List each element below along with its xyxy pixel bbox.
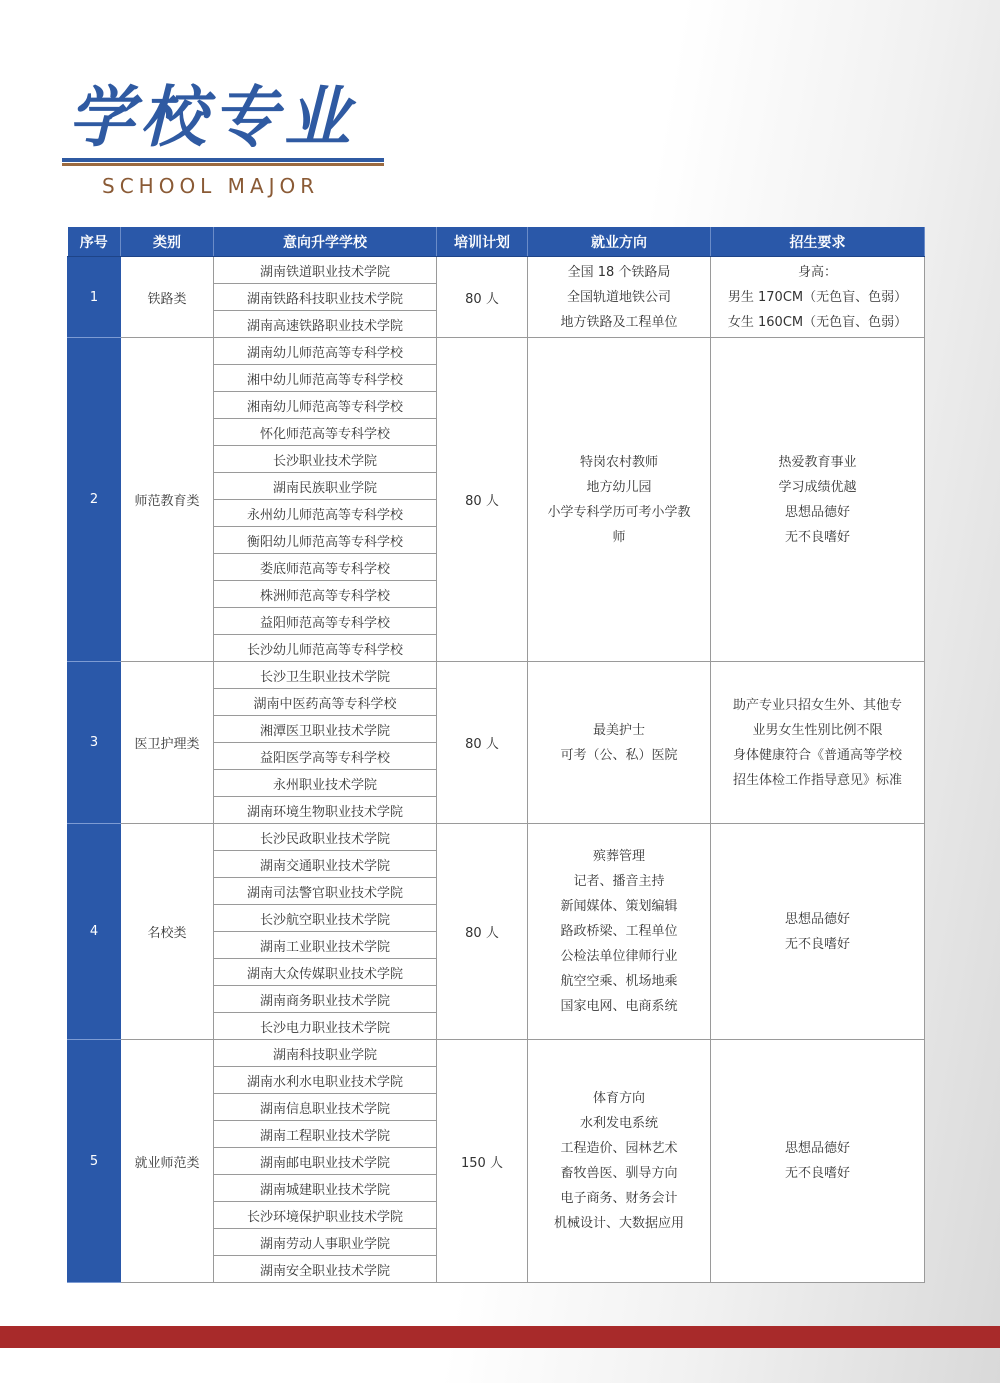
- training-plan: 80 人: [437, 338, 528, 662]
- school-name: 娄底师范高等专科学校: [214, 554, 437, 581]
- admission-requirements-line: 男生 170CM（无色盲、色弱）: [727, 289, 908, 305]
- table-header-row: [68, 227, 925, 257]
- school-name: 湖南环境生物职业技术学院: [214, 797, 437, 824]
- admission-requirements: [711, 662, 925, 824]
- employment-direction-line: 师: [612, 529, 626, 545]
- school-name: 株洲师范高等专科学校: [214, 581, 437, 608]
- school-name: 湖南工业职业技术学院: [214, 932, 437, 959]
- admission-requirements-line: 助产专业只招女生外、其他专: [732, 697, 902, 713]
- school-name: 湖南水利水电职业技术学院: [214, 1067, 437, 1094]
- school-major-table: [67, 227, 925, 1283]
- admission-requirements-line: 无不良嗜好: [784, 1166, 850, 1181]
- row-category: 医卫护理类: [121, 662, 214, 824]
- employment-direction-line: 体育方向: [592, 1091, 645, 1106]
- employment-direction-line: 地方铁路及工程单位: [560, 314, 678, 330]
- school-name: 永州幼儿师范高等专科学校: [214, 500, 437, 527]
- row-seq-number: 5: [68, 1040, 121, 1283]
- employment-direction-line: 最美护士: [592, 722, 645, 738]
- school-name: 益阳医学高等专科学校: [214, 743, 437, 770]
- employment-direction-line: 国家电网、电商系统: [560, 999, 678, 1014]
- row-seq-number: 1: [68, 257, 121, 338]
- school-name: 长沙电力职业技术学院: [214, 1013, 437, 1040]
- school-name: 湖南安全职业技术学院: [214, 1256, 437, 1283]
- school-name: 湘潭医卫职业技术学院: [214, 716, 437, 743]
- admission-requirements-line: 业男女生性别比例不限: [752, 722, 883, 738]
- employment-direction-line: 畜牧兽医、驯导方向: [560, 1166, 678, 1181]
- school-name: 湖南铁道职业技术学院: [214, 257, 437, 284]
- admission-requirements-line: 无不良嗜好: [784, 529, 850, 545]
- admission-requirements-line: 学习成绩优越: [778, 479, 857, 495]
- school-name: 湖南大众传媒职业技术学院: [214, 959, 437, 986]
- row-seq-number: 3: [68, 662, 121, 824]
- employment-direction: [528, 824, 711, 1040]
- school-name: 湖南民族职业学院: [214, 473, 437, 500]
- employment-direction-line: 地方幼儿园: [586, 479, 652, 495]
- column-header-requirements: 招生要求: [711, 227, 925, 257]
- school-name: 湖南幼儿师范高等专科学校: [214, 338, 437, 365]
- school-name: 湖南中医药高等专科学校: [214, 689, 437, 716]
- admission-requirements-line: 思想品德好: [784, 911, 850, 927]
- column-header-category: 类别: [121, 227, 214, 257]
- row-category: 铁路类: [121, 257, 214, 338]
- school-name: 长沙卫生职业技术学院: [214, 662, 437, 689]
- employment-direction-line: 航空空乘、机场地乘: [560, 974, 678, 989]
- school-name: 湖南劳动人事职业学院: [214, 1229, 437, 1256]
- table-body: [68, 257, 925, 1283]
- employment-direction-line: 小学专科学历可考小学教: [547, 504, 691, 520]
- column-header-employment: 就业方向: [528, 227, 711, 257]
- school-name: 湖南交通职业技术学院: [214, 851, 437, 878]
- admission-requirements-line: 无不良嗜好: [784, 936, 850, 952]
- employment-direction-line: 机械设计、大数据应用: [553, 1216, 684, 1231]
- page-title: 学校专业: [68, 78, 356, 156]
- column-header-seq: 序号: [68, 227, 121, 257]
- table-row: [68, 338, 925, 365]
- title-underline-brown: [62, 163, 384, 166]
- employment-direction: [528, 1040, 711, 1283]
- employment-direction-line: 殡葬管理: [592, 849, 645, 864]
- school-name: 长沙环境保护职业技术学院: [214, 1202, 437, 1229]
- table-row: [68, 257, 925, 284]
- employment-direction-line: 全国 18 个铁路局: [567, 264, 671, 280]
- school-name: 湖南铁路科技职业技术学院: [214, 284, 437, 311]
- school-name: 湖南科技职业学院: [214, 1040, 437, 1067]
- employment-direction-line: 公检法单位律师行业: [560, 949, 678, 964]
- employment-direction-line: 可考（公、私）医院: [560, 747, 678, 763]
- table-row: [68, 662, 925, 689]
- school-name: 湖南城建职业技术学院: [214, 1175, 437, 1202]
- training-plan: 80 人: [437, 257, 528, 338]
- school-name: 湖南商务职业技术学院: [214, 986, 437, 1013]
- school-name: 怀化师范高等专科学校: [214, 419, 437, 446]
- school-name: 湖南高速铁路职业技术学院: [214, 311, 437, 338]
- school-name: 益阳师范高等专科学校: [214, 608, 437, 635]
- employment-direction-line: 特岗农村教师: [579, 454, 658, 470]
- training-plan: 150 人: [437, 1040, 528, 1283]
- page-subtitle: SCHOOL MAJOR: [102, 174, 320, 198]
- school-name: 湘中幼儿师范高等专科学校: [214, 365, 437, 392]
- school-name: 湖南邮电职业技术学院: [214, 1148, 437, 1175]
- row-seq-number: 2: [68, 338, 121, 662]
- bottom-decor-bar: [0, 1326, 1000, 1348]
- row-category: 师范教育类: [121, 338, 214, 662]
- admission-requirements-line: 招生体检工作指导意见》标准: [732, 772, 902, 788]
- employment-direction: [528, 338, 711, 662]
- row-seq-number: 4: [68, 824, 121, 1040]
- table-row: [68, 1040, 925, 1067]
- admission-requirements-line: 身体健康符合《普通高等学校: [732, 747, 902, 763]
- admission-requirements: [711, 257, 925, 338]
- school-name: 湘南幼儿师范高等专科学校: [214, 392, 437, 419]
- school-name: 衡阳幼儿师范高等专科学校: [214, 527, 437, 554]
- employment-direction-line: 路政桥梁、工程单位: [560, 924, 678, 939]
- employment-direction-line: 记者、播音主持: [573, 874, 665, 889]
- row-category: 就业师范类: [121, 1040, 214, 1283]
- employment-direction-line: 新闻媒体、策划编辑: [560, 899, 678, 914]
- school-name: 湖南司法警官职业技术学院: [214, 878, 437, 905]
- employment-direction-line: 水利发电系统: [579, 1116, 658, 1131]
- column-header-plan: 培训计划: [437, 227, 528, 257]
- title-underline-blue: [62, 158, 384, 162]
- admission-requirements-line: 思想品德好: [784, 1141, 850, 1156]
- school-name: 湖南工程职业技术学院: [214, 1121, 437, 1148]
- row-category: 名校类: [121, 824, 214, 1040]
- employment-direction-line: 电子商务、财务会计: [560, 1191, 678, 1206]
- employment-direction: [528, 257, 711, 338]
- training-plan: 80 人: [437, 824, 528, 1040]
- school-name: 长沙航空职业技术学院: [214, 905, 437, 932]
- school-name: 长沙职业技术学院: [214, 446, 437, 473]
- employment-direction: [528, 662, 711, 824]
- admission-requirements-line: 思想品德好: [784, 504, 850, 520]
- school-name: 永州职业技术学院: [214, 770, 437, 797]
- school-name: 湖南信息职业技术学院: [214, 1094, 437, 1121]
- school-name: 长沙民政职业技术学院: [214, 824, 437, 851]
- admission-requirements-line: 女生 160CM（无色盲、色弱）: [727, 314, 908, 330]
- column-header-schools: 意向升学学校: [214, 227, 437, 257]
- admission-requirements-line: 热爱教育事业: [778, 454, 857, 470]
- admission-requirements: [711, 338, 925, 662]
- training-plan: 80 人: [437, 662, 528, 824]
- admission-requirements: [711, 1040, 925, 1283]
- school-name: 长沙幼儿师范高等专科学校: [214, 635, 437, 662]
- admission-requirements-line: 身高：: [797, 264, 837, 280]
- employment-direction-line: 工程造价、园林艺术: [560, 1141, 678, 1156]
- page-title-block: [62, 78, 392, 198]
- admission-requirements: [711, 824, 925, 1040]
- employment-direction-line: 全国轨道地铁公司: [566, 289, 671, 305]
- table-row: [68, 824, 925, 851]
